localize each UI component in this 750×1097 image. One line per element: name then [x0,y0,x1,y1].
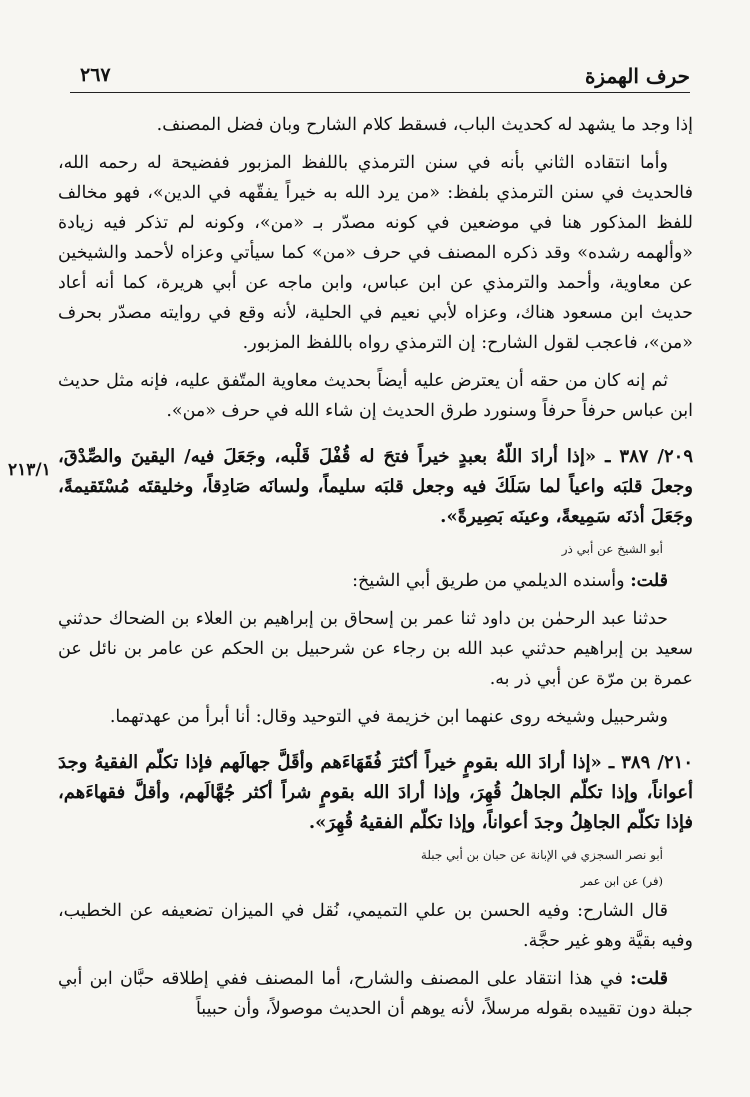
note-209-extra: وشرحبيل وشيخه روى عنهما ابن خزيمة في التوحيد وقال: أنا أبرأ من عهدتهما. [109,707,668,727]
paragraph-3: ثم إنه كان من حقه أن يعترض عليه أيضاً بحديث معاوية المتّفق عليه، فإنه مثل حديث ابن عباس حرفاً حرفاً وسنورد طرق الحديث إن شاء الله في حرف «من». [58,371,693,421]
paragraph-1: إذا وجد ما يشهد له كحديث الباب، فسقط كلام الشارح وبان فضل المصنف. [156,115,693,135]
hadith-source-210-b: (فر) عن ابن عمر [580,874,663,888]
note-intro-text: وأسنده الديلمي من طريق أبي الشيخ: [352,571,625,591]
note-209-intro [58,566,693,596]
paragraph-2: وأما انتقاده الثاني بأنه في سنن الترمذي باللفظ المزبور ففضيحة له رحمه الله، فالحديث في سنن الترمذي بلفظ: «من يرد الله به خيراً يفقّهه في الدين»، فهو مخالف للفظ المذكور هنا في موضعين في كونه مصدّر بـ «من»، وكونه لم تذكر فيه زيادة «وألهمه رشده» وقد ذكره المصنف في حرف «من» كما سيأتي وعزاه لأحمد والشيخين عن معاوية، وأحمد والترمذي عن ابن عباس، وابن ماجه عن أبي هريرة، كما أنه أعاد حديث ابن مسعود هناك، وعزاه لأبي نعيم في الحلية، لأنه وقع في روايته مصدّر بحرف «من»، فاعجب لقول الشارح: إن الترمذي رواه باللفظ المزبور. [58,153,693,353]
hadith-entry-210 [58,748,693,890]
hadith-entry-209 [58,442,693,558]
commentary-210: قال الشارح: وفيه الحسن بن علي التميمي، نُقل في الميزان تضعيفه عن الخطيب، وفيه بقيَّة وهو غير حجَّة. [58,901,693,951]
note-lead-2: قلت: [630,969,668,989]
chapter-title: حرف الهمزة [584,64,690,88]
note-210-text: في هذا انتقاد على المصنف والشارح، أما المصنف ففي إطلاقه حبَّان ابن أبي جبلة دون تقييده بقوله مرسلاً، لأنه يوهم أن الحديث موصولاً، وأن حبيباً [58,969,693,1019]
note-210 [58,964,693,1024]
hadith-text-209: ٢٠٩/ ٣٨٧ ـ «إذا أرادَ اللّهُ بعبدٍ خيراً فتحَ له قُفْلَ قَلْبه، وجَعَلَ فيه/ اليقينَ والصِّدْقَ، وجعلَ قلبَه واعياً لما سَلَكَ فيه وجعل قلبَه سليماً، ولسانَه صَادِقاً، وخليقتَه مُسْتَقيمةً، وجَعَلَ أذنَه سَمِيعةً، وعينَه بَصِيرةً». [58,446,694,527]
note-209-chain: حدثنا عبد الرحمٰن بن داود ثنا عمر بن إسحاق بن إبراهيم بن العلاء بن الضحاك حدثني سعيد بن إبراهيم حدثني عبد الله بن رجاء عن شرحبيل بن الحكم عن عامر بن نائل عن عمرة بن مرّة عن أبي ذر به. [58,609,693,689]
page-number: ٢٦٧ [80,64,111,86]
hadith-source-209: أبو الشيخ عن أبي ذر [561,542,663,556]
main-text [58,110,693,1032]
running-header [70,62,690,93]
note-lead: قلت: [630,571,668,591]
hadith-source-210: أبو نصر السجزي في الإبانة عن حبان بن أبي جبلة [420,848,663,862]
margin-reference: ٢١٣/١ [8,460,51,480]
hadith-text-210: ٢١٠/ ٣٨٩ ـ «إذا أرادَ الله بقومٍ خيراً أكثرَ فُقَهَاءَهم وأقَلَّ جهالَهم فإذا تكلّم الفقيهُ وجدَ أعواناً، وإذا تكلّم الجاهلُ قُهِرَ، وإذا أرادَ الله بقومٍ شراً أكثر جُهَّالَهم، وأقلَّ فقهاءَهم، فإذا تكلّم الجاهِلُ وجدَ أعواناً، وإذا تكلّم الفقيهُ قُهِرَ». [58,752,693,833]
